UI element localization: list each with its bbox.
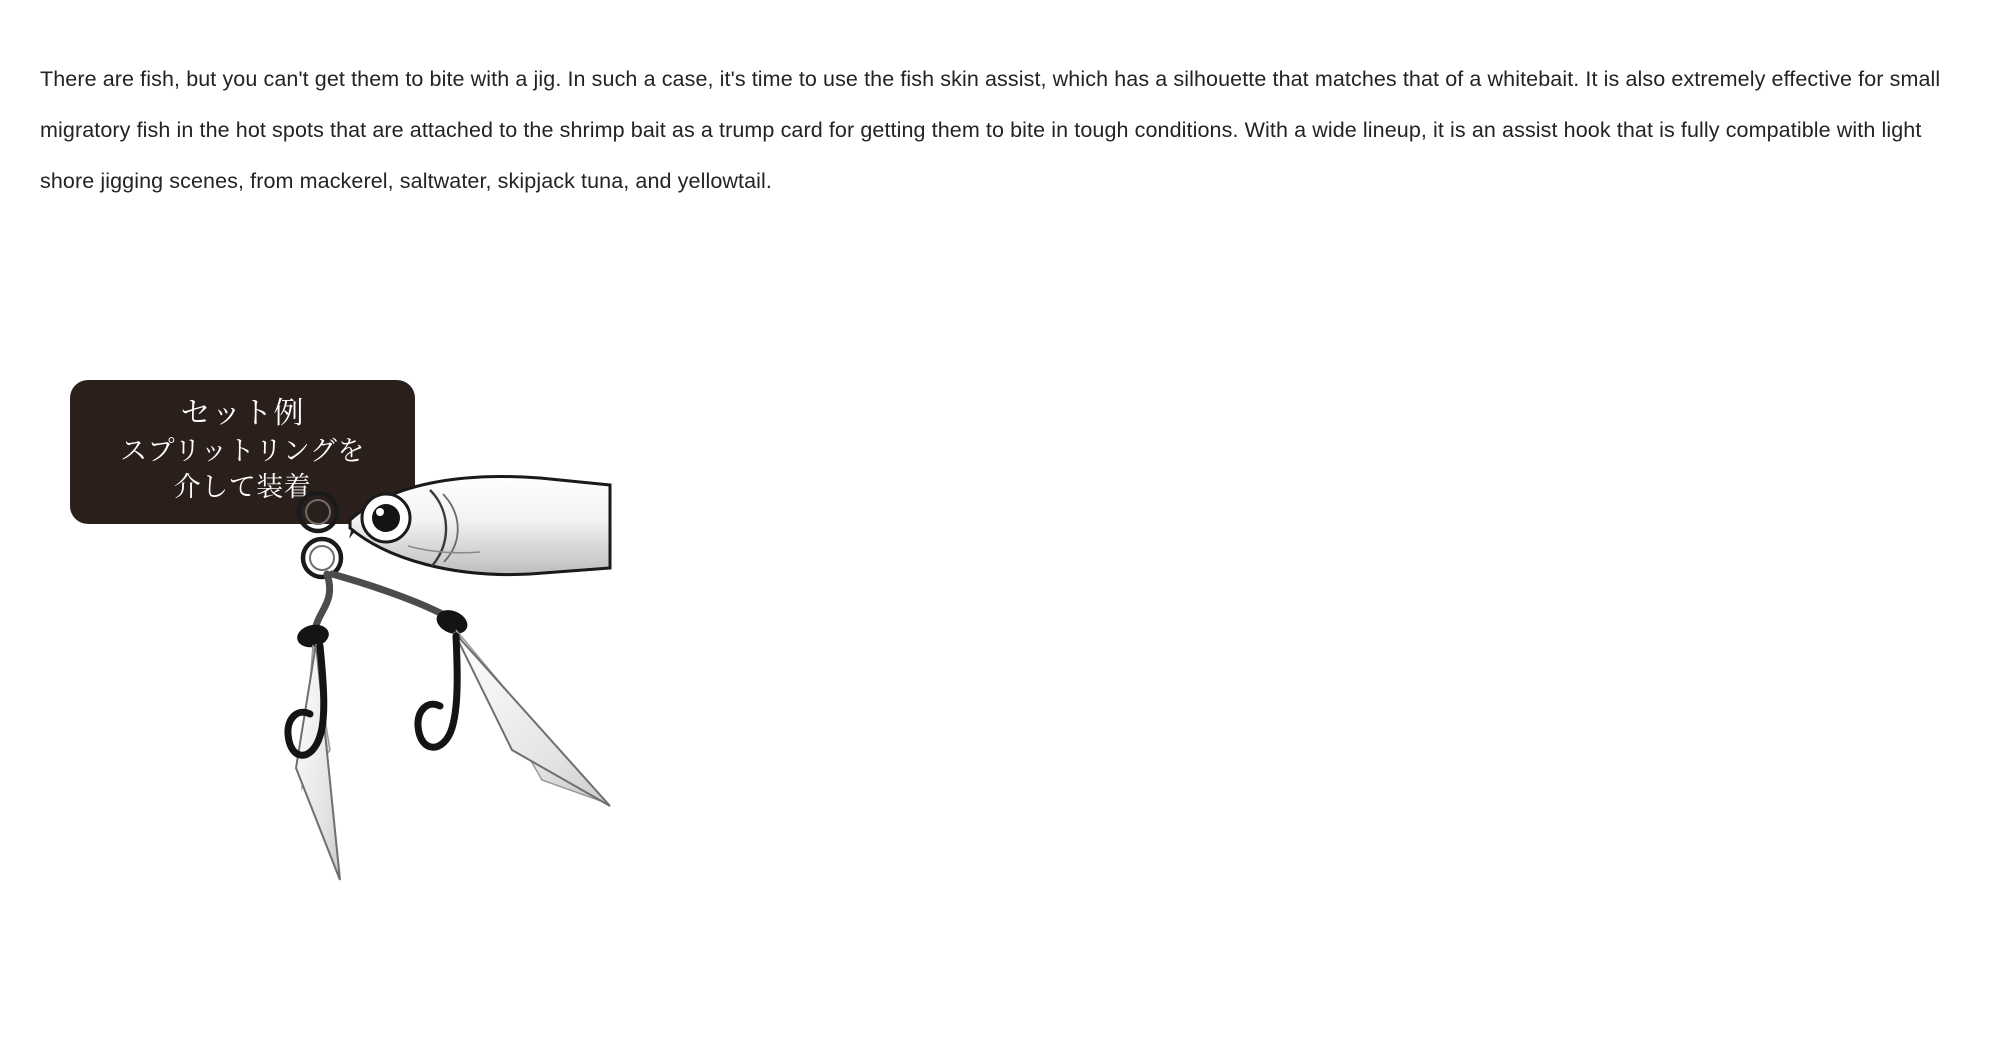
jig-lure-illustration-icon (280, 450, 900, 1010)
split-ring-icon (299, 493, 341, 577)
callout-line-2: スプリットリングを (120, 436, 365, 467)
callout-line-1: セット例 (180, 396, 305, 431)
intro-paragraph: There are fish, but you can't get them to bite with a jig. In such a case, it's time to use the fish skin assist, which has a silhouette that matches that of a whitebait. It is also extremely effective for small migratory fish in the hot spots that are attached to the shrimp bait as a trump card for getting them to bite in tough conditions. With a wide lineup, it is an assist hook that is fully compatible with light shore jigging scenes, from mackerel, saltwater, skipjack tuna, and yellowtail. (40, 66, 1941, 193)
jig-body-icon (350, 477, 610, 575)
assist-cord-icon (316, 574, 446, 626)
assist-hook-left-icon (288, 622, 340, 880)
assist-hook-right-icon (418, 606, 610, 806)
callout-line-3: 介して装着 (173, 472, 312, 503)
product-illustration (0, 330, 900, 1030)
